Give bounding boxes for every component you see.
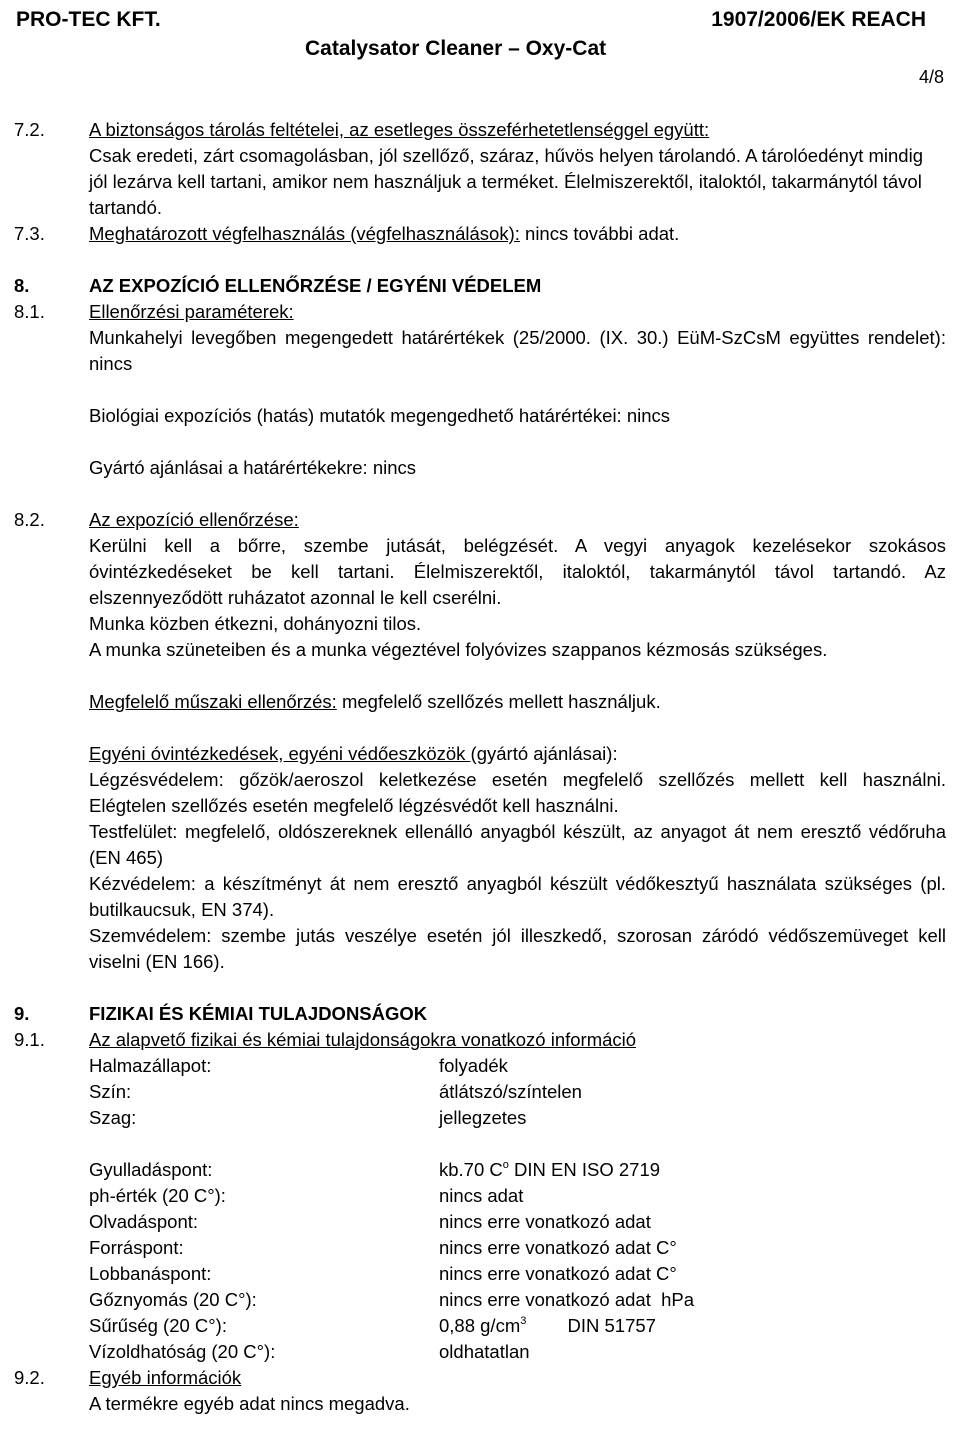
company-name: PRO-TEC KFT. bbox=[16, 8, 161, 31]
technical-control-text: megfelelő szellőzés mellett használjuk. bbox=[336, 691, 661, 712]
manufacturer-limits: Gyártó ajánlásai a határértékekre: nincs bbox=[89, 457, 417, 478]
section-8 bbox=[14, 273, 946, 299]
section-7-3 bbox=[14, 221, 946, 247]
property-row bbox=[89, 1079, 946, 1105]
property-row bbox=[89, 1183, 946, 1209]
property-row bbox=[89, 1053, 946, 1079]
personal-protection-text: (gyártó ajánlásai): bbox=[470, 743, 618, 764]
property-row bbox=[89, 1157, 946, 1183]
property-value: nincs erre vonatkozó adat C° bbox=[439, 1263, 677, 1284]
page-number: 4/8 bbox=[918, 67, 944, 87]
regulation-ref: 1907/2006/EK REACH bbox=[711, 8, 926, 31]
body-protection: Testfelület: megfelelő, oldószereknek ellenálló anyagból készült, az anyagot át nem eresztő védőruha (EN 465) bbox=[89, 821, 946, 868]
personal-protection-title: Egyéni óvintézkedések, egyéni védőeszközök bbox=[89, 743, 471, 764]
storage-text: Csak eredeti, zárt csomagolásban, jól szellőző, száraz, hűvös helyen tárolandó. A tárolóedényt mindig jól lezárva kell tartani, amikor nem használjuk a terméket. Élelmiszerektől, italoktól, takarmánytól távol tartandó. bbox=[89, 145, 923, 218]
section-9 bbox=[14, 1001, 946, 1027]
property-row bbox=[89, 1287, 946, 1313]
biological-limits: Biológiai expozíciós (hatás) mutatók megengedhető határértékei: nincs bbox=[89, 405, 671, 426]
property-value: kb.70 $C^o$ DIN EN ISO 2719 bbox=[439, 1159, 661, 1180]
other-info-text: A termékre egyéb adat nincs megadva. bbox=[89, 1393, 410, 1414]
property-name: Gyulladáspont: bbox=[89, 1159, 213, 1180]
section-title: Az alapvető fizikai és kémiai tulajdonságokra vonatkozó információ bbox=[89, 1029, 637, 1050]
property-value: 0,88 $g/cm^3$ DIN 51757 bbox=[439, 1315, 656, 1336]
section-8-2 bbox=[14, 507, 946, 975]
property-value: átlátszó/színtelen bbox=[439, 1081, 582, 1102]
no-eating-text: Munka közben étkezni, dohányozni tilos. bbox=[89, 613, 422, 634]
document-body bbox=[14, 117, 946, 1417]
eye-protection: Szemvédelem: szembe jutás veszélye esetén jól illeszkedő, szorosan záródó védőszemüveget kell viselni (EN 166). bbox=[89, 925, 946, 972]
property-row bbox=[89, 1105, 946, 1131]
property-value: jellegzetes bbox=[439, 1107, 527, 1128]
property-row bbox=[89, 1313, 946, 1339]
property-name: Vízoldhatóság (20 C°): bbox=[89, 1341, 276, 1362]
section-number: 9.1. bbox=[14, 1029, 45, 1050]
section-heading: FIZIKAI ÉS KÉMIAI TULAJDONSÁGOK bbox=[89, 1003, 428, 1024]
section-9-2 bbox=[14, 1365, 946, 1417]
section-heading: AZ EXPOZÍCIÓ ELLENŐRZÉSE / EGYÉNI VÉDELEM bbox=[89, 275, 542, 296]
property-name: Lobbanáspont: bbox=[89, 1263, 212, 1284]
section-7-2 bbox=[14, 117, 946, 221]
section-title: A biztonságos tárolás feltételei, az esetleges összeférhetetlenséggel együtt: bbox=[89, 119, 710, 140]
section-number: 8.2. bbox=[14, 509, 45, 530]
property-name: Sűrűség (20 C°): bbox=[89, 1315, 227, 1336]
property-name: Olvadáspont: bbox=[89, 1211, 199, 1232]
property-value: nincs erre vonatkozó adat bbox=[439, 1211, 651, 1232]
property-value: folyadék bbox=[439, 1055, 508, 1076]
section-number: 7.3. bbox=[14, 223, 45, 244]
cubic-superscript: 3 bbox=[520, 1315, 527, 1327]
property-name: Halmazállapot: bbox=[89, 1055, 212, 1076]
section-number: 9.2. bbox=[14, 1367, 45, 1388]
degree-superscript: o bbox=[502, 1159, 509, 1171]
property-value: nincs erre vonatkozó adat hPa bbox=[439, 1289, 695, 1310]
section-number: 8.1. bbox=[14, 301, 45, 322]
handwash-text: A munka szüneteiben és a munka végeztével folyóvizes szappanos kézmosás szükséges. bbox=[89, 639, 828, 660]
property-name: Szag: bbox=[89, 1107, 137, 1128]
property-row bbox=[89, 1209, 946, 1235]
section-title: Ellenőrzési paraméterek: bbox=[89, 301, 294, 322]
section-number: 9. bbox=[14, 1003, 30, 1024]
section-8-1 bbox=[14, 299, 946, 481]
technical-control bbox=[89, 689, 946, 715]
property-value: nincs adat bbox=[439, 1185, 524, 1206]
section-title: Egyéb információk bbox=[89, 1367, 242, 1388]
section-number: 8. bbox=[14, 275, 30, 296]
technical-control-title: Megfelelő műszaki ellenőrzés: bbox=[89, 691, 337, 712]
hand-protection: Kézvédelem: a készítményt át nem eresztő anyagból készült védőkesztyű használata szükséges (pl. butilkaucsuk, EN 374). bbox=[89, 873, 946, 920]
section-title: Az expozíció ellenőrzése: bbox=[89, 509, 299, 530]
section-9-1 bbox=[14, 1027, 946, 1365]
property-row bbox=[89, 1339, 946, 1365]
property-name: Szín: bbox=[89, 1081, 132, 1102]
section-title: Meghatározott végfelhasználás (végfelhasználások): bbox=[89, 223, 520, 244]
workplace-limits: Munkahelyi levegőben megengedett határértékek (25/2000. (IX. 30.) EüM-SzCsM együttes rendelet): nincs bbox=[89, 327, 946, 374]
property-value: nincs erre vonatkozó adat C° bbox=[439, 1237, 677, 1258]
property-value: oldhatatlan bbox=[439, 1341, 530, 1362]
personal-protection bbox=[89, 741, 946, 767]
property-row bbox=[89, 1261, 946, 1287]
exposure-text: Kerülni kell a bőrre, szembe jutását, belégzését. A vegyi anyagok kezelésekor szokásos óvintézkedéseket be kell tartani. Élelmiszerektől, italoktól, takarmánytól távol tartandó. Az elszennyeződött ruházatot azonnal le kell cserélni. bbox=[89, 535, 946, 608]
product-name: Catalysator Cleaner – Oxy-Cat bbox=[305, 37, 607, 60]
section-value: nincs további adat. bbox=[519, 223, 680, 244]
respiratory-protection: Légzésvédelem: gőzök/aeroszol keletkezése esetén megfelelő szellőzés mellett kell használni. Elégtelen szellőzés esetén megfelelő légzésvédőt kell használni. bbox=[89, 769, 946, 816]
property-name: Gőznyomás (20 C°): bbox=[89, 1289, 257, 1310]
property-row bbox=[89, 1235, 946, 1261]
property-name: Forráspont: bbox=[89, 1237, 184, 1258]
section-number: 7.2. bbox=[14, 119, 45, 140]
property-name: ph-érték (20 C°): bbox=[89, 1185, 226, 1206]
